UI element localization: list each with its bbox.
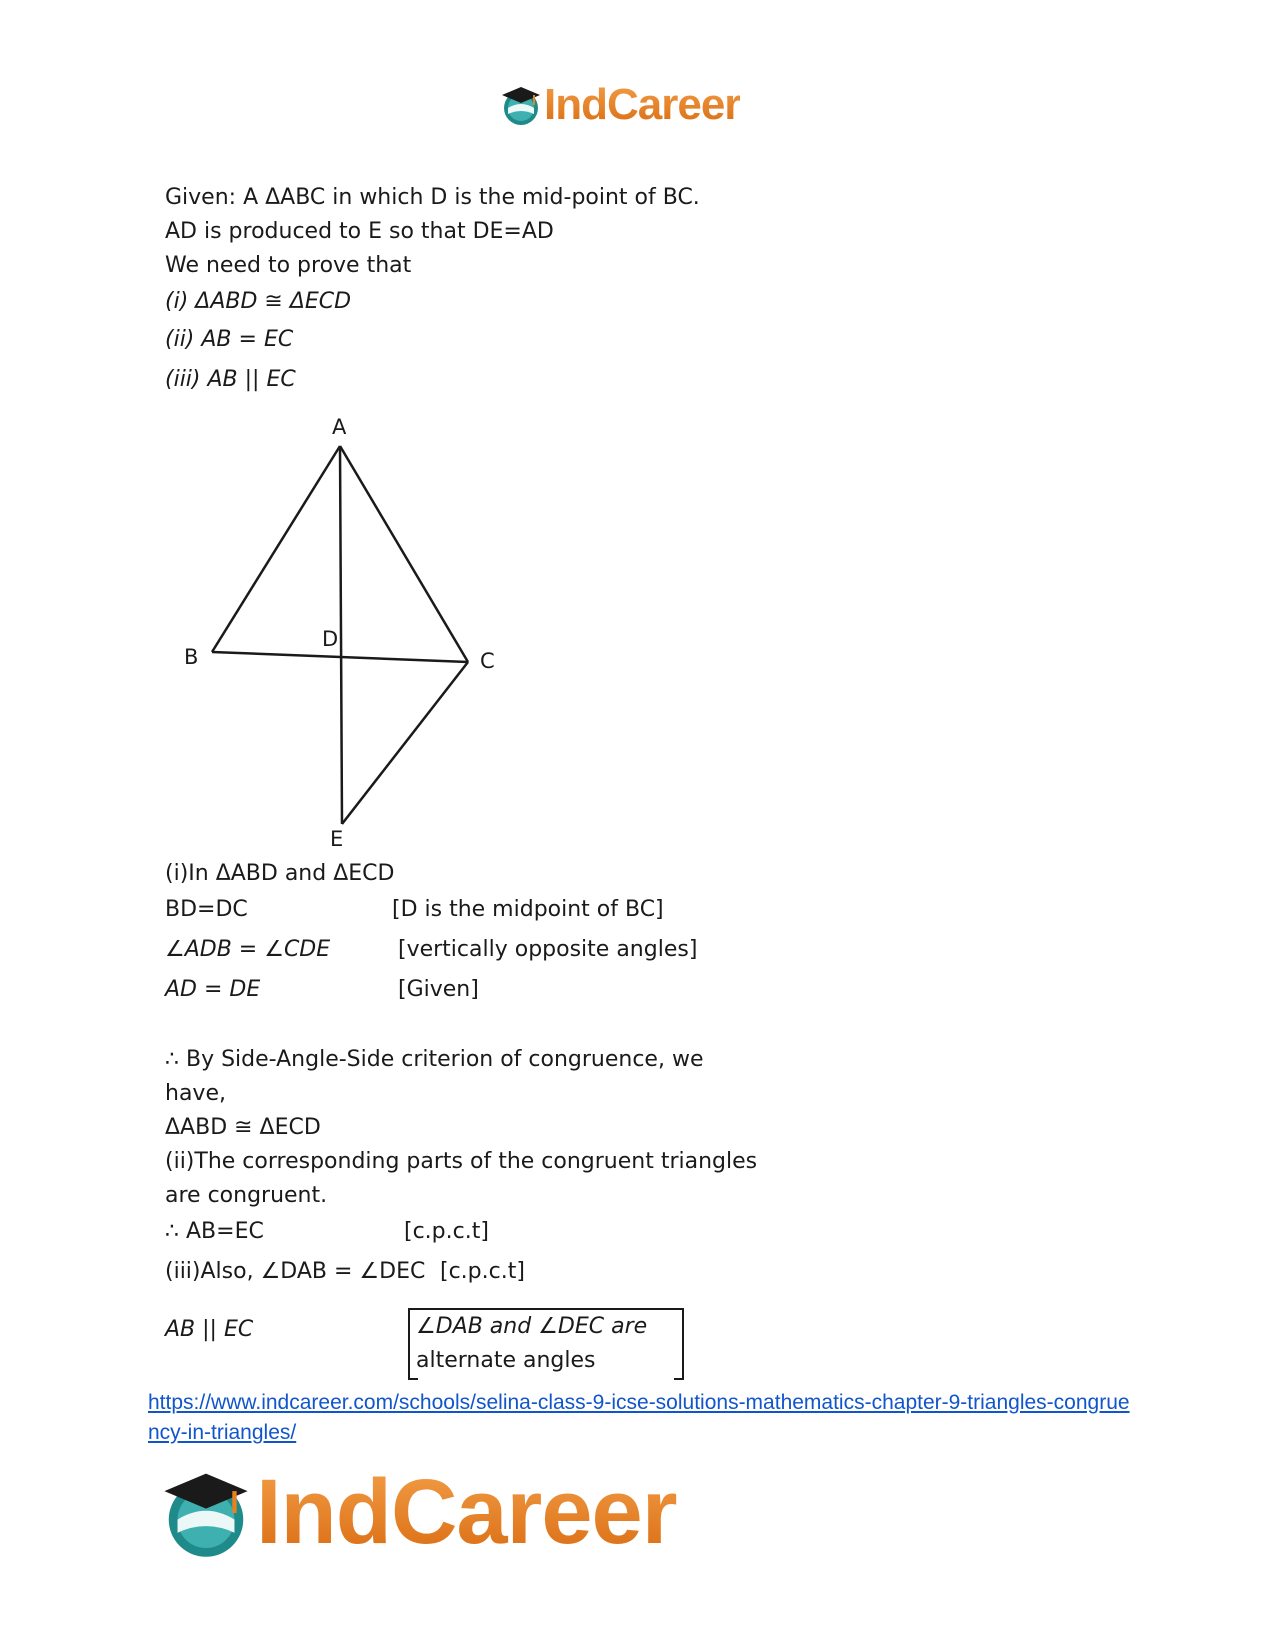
part2-line-1: (ii)The corresponding parts of the congruent triangles bbox=[165, 1149, 758, 1174]
cpct-statement: ∴ AB=EC bbox=[165, 1219, 264, 1244]
vertex-label-c: C bbox=[480, 649, 495, 673]
graduation-cap-globe-icon bbox=[500, 84, 542, 126]
part3-statement: (iii)Also, ∠DAB = ∠DEC bbox=[165, 1259, 426, 1284]
segment-ce bbox=[342, 662, 468, 824]
source-link[interactable]: https://www.indcareer.com/schools/selina-class-9-icse-solutions-mathematics-chapter-9-triangles-congruency-in-triangles/ bbox=[148, 1391, 1130, 1444]
proof-row2-reason: [vertically opposite angles] bbox=[398, 937, 698, 962]
prove-item-3: (iii) AB || EC bbox=[165, 367, 296, 392]
proof-row1-reason: [D is the midpoint of BC] bbox=[392, 897, 664, 922]
final-reason-line-1: ∠DAB and ∠DEC are bbox=[416, 1314, 648, 1339]
triangle-figure bbox=[170, 410, 510, 850]
prove-item-2: (ii) AB = EC bbox=[165, 327, 294, 352]
given-line-1: Given: A ΔABC in which D is the mid-point of BC. bbox=[165, 185, 700, 210]
sas-line-1: ∴ By Side-Angle-Side criterion of congruence, we bbox=[165, 1047, 704, 1072]
vertex-label-d: D bbox=[322, 627, 339, 651]
proof-row1-statement: BD=DC bbox=[165, 897, 248, 922]
header-logo bbox=[500, 80, 740, 130]
footer-logo-text: IndCareer bbox=[256, 1461, 677, 1563]
header-logo-text: IndCareer bbox=[544, 80, 741, 129]
cpct-reason: [c.p.c.t] bbox=[404, 1219, 489, 1244]
given-line-2: AD is produced to E so that DE=AD bbox=[165, 219, 554, 244]
given-line-3: We need to prove that bbox=[165, 253, 412, 278]
footer-logo bbox=[160, 1460, 677, 1565]
final-reason-line-2: alternate angles bbox=[416, 1348, 596, 1373]
part3-reason: [c.p.c.t] bbox=[440, 1259, 525, 1284]
proof-row3-reason: [Given] bbox=[398, 977, 479, 1002]
vertex-label-b: B bbox=[184, 645, 199, 669]
sas-line-2: have, bbox=[165, 1081, 226, 1106]
segment-ac bbox=[340, 446, 468, 662]
proof-row2-statement: ∠ADB = ∠CDE bbox=[165, 937, 331, 962]
sas-result: ΔABD ≅ ΔECD bbox=[165, 1115, 321, 1140]
segment-ae bbox=[340, 446, 342, 824]
proof-row3-statement: AD = DE bbox=[165, 977, 261, 1002]
prove-item-1: (i) ΔABD ≅ ΔECD bbox=[165, 289, 352, 314]
proof-part1-heading: (i)In ΔABD and ΔECD bbox=[165, 861, 395, 886]
segment-ab bbox=[212, 446, 340, 652]
final-statement: AB || EC bbox=[165, 1317, 254, 1342]
graduation-cap-globe-icon bbox=[160, 1467, 252, 1559]
figure-lines bbox=[212, 446, 468, 824]
final-reason-bracket bbox=[408, 1308, 684, 1380]
part2-line-2: are congruent. bbox=[165, 1183, 328, 1208]
vertex-label-e: E bbox=[330, 827, 344, 850]
vertex-label-a: A bbox=[332, 415, 347, 439]
